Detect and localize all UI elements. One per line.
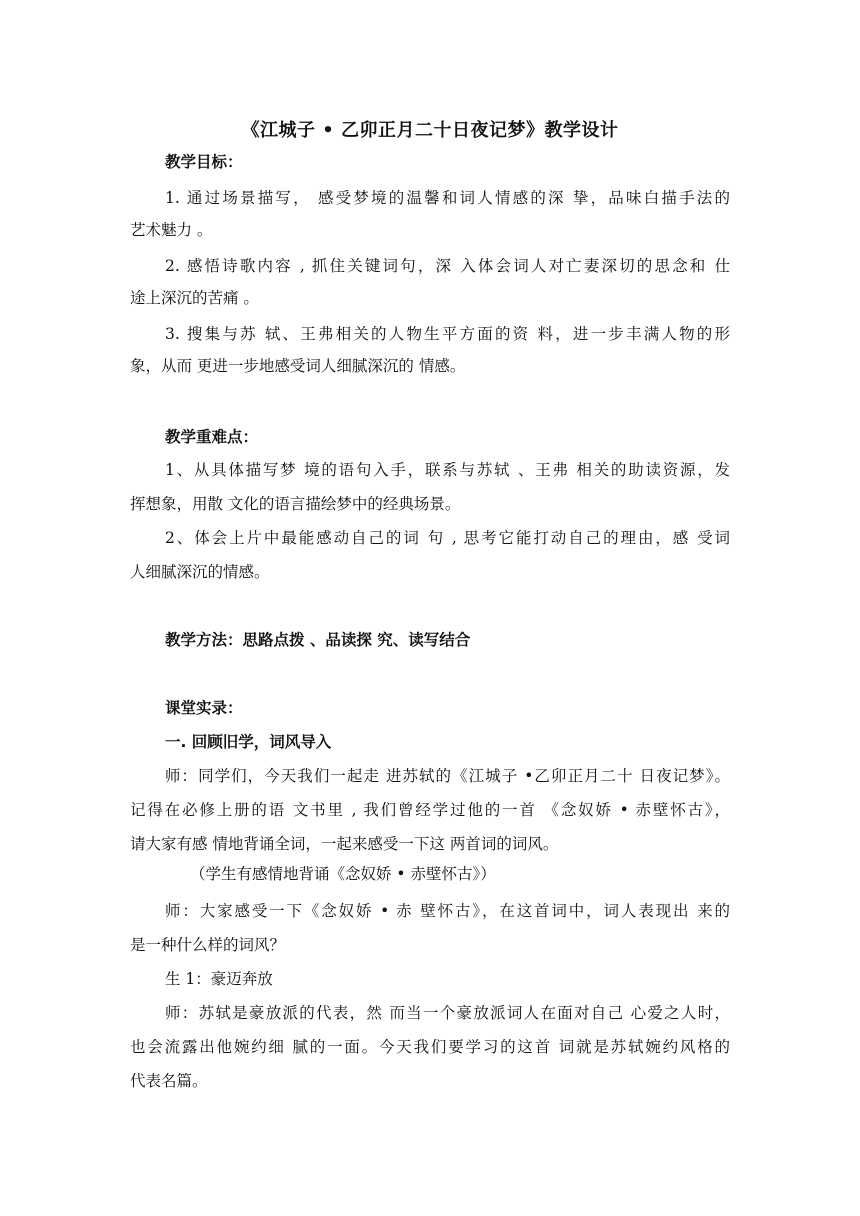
section-1-heading: 一. 回顾旧学，词风导入 — [165, 733, 332, 751]
keypoints-heading: 教学重难点： — [165, 428, 259, 446]
record-line-5: 师：大家感受一下《念奴娇 • 赤 壁怀古》，在这首词中，词人表现出 来的 — [165, 902, 730, 920]
record-line-4: （学生有感情地背诵《念奴娇 • 赤壁怀古》） — [190, 865, 496, 883]
methods-line: 教学方法：思路点拨 、品读探 究、读写结合 — [165, 631, 471, 649]
record-line-7: 生 1：豪迈奔放 — [165, 970, 273, 988]
record-heading: 课堂实录： — [165, 699, 243, 717]
objective-line-6: 象，从而 更进一步地感受词人细腻深沉的 情感。 — [130, 357, 466, 375]
objective-line-2: 艺术魅力 。 — [130, 221, 213, 239]
document-title: 《江城子 • 乙卯正月二十日夜记梦》教学设计 — [241, 120, 619, 141]
record-line-6: 是一种什么样的词风？ — [130, 936, 286, 954]
record-line-8: 师：苏轼是豪放派的代表，然 而当一个豪放派词人在面对自己 心爱之人时， — [165, 1004, 730, 1022]
record-line-2: 记得在必修上册的语 文书里 , 我们曾经学过他的一首 《念奴娇 • 赤壁怀古》， — [130, 801, 730, 819]
objective-line-5: 3. 搜集与苏 轼、王弗相关的人物生平方面的资 料，进一步丰满人物的形 — [165, 325, 730, 343]
record-line-3: 请大家有感 情地背诵全词，一起来感受一下这 两首词的词风。 — [130, 835, 559, 853]
objective-line-3: 2. 感悟诗歌内容 , 抓住关键词句，深 入体会词人对亡妻深切的思念和 仕 — [165, 257, 730, 275]
objective-line-1: 1. 通过场景描写， 感受梦境的温馨和词人情感的深 挚，品味白描手法的 — [165, 189, 730, 207]
objective-line-4: 途上深沉的苦痛 。 — [130, 289, 259, 307]
keypoint-line-1: 1、从具体描写梦 境的语句入手，联系与苏轼 、王弗 相关的助读资源，发 — [165, 461, 730, 479]
record-line-1: 师：同学们，今天我们一起走 进苏轼的《江城子 •乙卯正月二十 日夜记梦》。 — [165, 767, 730, 785]
keypoint-line-2: 挥想象，用散 文化的语言描绘梦中的经典场景。 — [130, 495, 461, 513]
keypoint-line-3: 2、体会上片中最能感动自己的词 句 , 思考它能打动自己的理由，感 受词 — [165, 529, 730, 547]
objectives-heading: 教学目标： — [165, 153, 243, 171]
record-line-10: 代表名篇。 — [130, 1072, 208, 1090]
keypoint-line-4: 人细腻深沉的情感。 — [130, 563, 270, 581]
record-line-9: 也会流露出他婉约细 腻的一面。今天我们要学习的这首 词就是苏轼婉约风格的 — [130, 1038, 730, 1056]
